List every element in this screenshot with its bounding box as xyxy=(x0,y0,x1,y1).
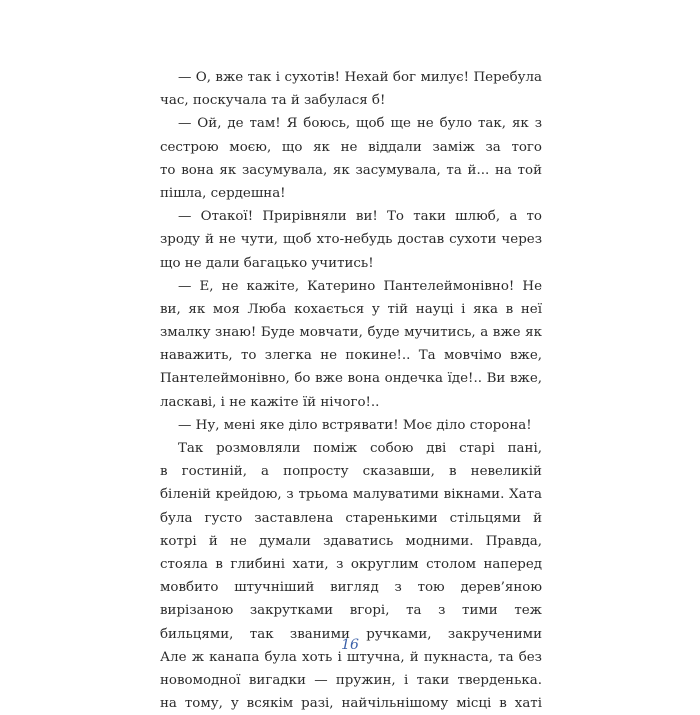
text-line: бильцями, так званими ручками, закрученими xyxy=(160,626,542,642)
text-line: — О, вже так і сухотів! Нехай бог милує! Перебула xyxy=(178,70,542,85)
text-line: змалку знаю! Буде мовчати, буде мучитись, а вже як xyxy=(160,325,542,341)
text-line: на тому, у всякім разі, найчільнішому місці в хаті xyxy=(160,696,542,712)
text-line: сестрою моєю, що як не віддали заміж за того xyxy=(160,139,542,155)
text-line: — Отакої! Прирівняли ви! То таки шлюб, а то xyxy=(178,209,542,225)
body-text xyxy=(160,66,542,715)
text-line: то вона як засумувала, як засумувала, та й... на той xyxy=(160,162,542,178)
text-line: була густо заставлена старенькими стільцями й xyxy=(160,510,542,526)
text-line: що не дали багацько учитись! xyxy=(160,255,374,271)
text-line: Але ж канапа була хоть і штучна, й пукнаста, та без xyxy=(160,649,542,665)
text-line: час, поскучала та й забулася б! xyxy=(160,93,386,109)
text-line: наважить, то злегка не покине!.. Та мовчімо вже, xyxy=(160,348,542,364)
text-line: — Ой, де там! Я боюсь, щоб ще не було так, як з xyxy=(178,116,542,132)
text-line: ласкаві, і не кажіте їй нічого!.. xyxy=(160,394,380,410)
text-line: в гостиній, а попросту сказавши, в невеликій xyxy=(160,464,542,480)
text-line: — Ну, мені яке діло встрявати! Моє діло сторона! xyxy=(178,417,532,433)
text-line: біленій крейдою, з трьома малуватими вікнами. Хата xyxy=(160,487,542,503)
text-line: стояла в глибині хати, з округлим столом наперед xyxy=(160,556,542,572)
text-line: новомодної вигадки — пружин, і таки тверденька. xyxy=(160,672,542,688)
text-line: ви, як моя Люба кохається у тій науці і яка в неї xyxy=(160,301,542,317)
text-line: вирізаною закрутками вгорі, та з тими теж xyxy=(160,603,542,619)
text-line: Пантелеймонівно, бо вже вона ондечка їде!.. Ви вже, xyxy=(160,371,542,387)
text-line: пішла, сердешна! xyxy=(160,185,286,201)
text-line: — Е, не кажіте, Катерино Пантелеймонівно! Не xyxy=(178,278,542,294)
text-line: зроду й не чути, щоб хто-небудь достав сухоти через xyxy=(160,232,542,248)
page-number: 16 xyxy=(341,637,359,653)
text-line: мовбито штучніший вигляд з тою дерев’яною xyxy=(160,580,542,596)
text-line: котрі й не думали здаватись модними. Правда, xyxy=(160,533,542,549)
text-line: Так розмовляли поміж собою дві старі пані, xyxy=(178,441,542,456)
